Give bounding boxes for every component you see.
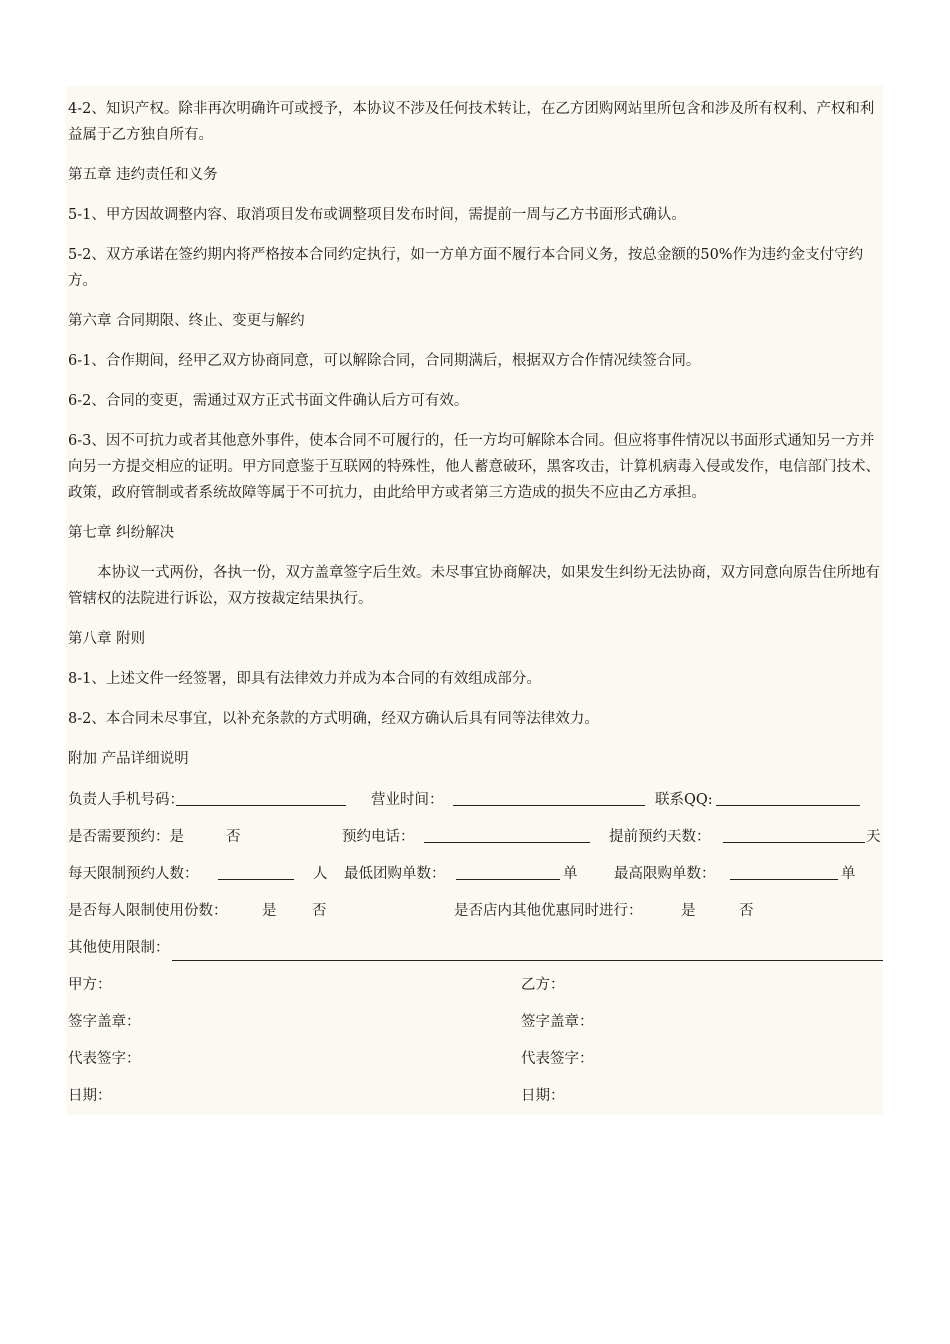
rep-b-label: 代表签字： bbox=[521, 1051, 594, 1067]
clause-7-body: 本协议一式两份，各执一份，双方盖章签字后生效。未尽事宜协商解决，如果发生纠纷无法协商，双方同意向原告住所地有管辖权的法院进行诉讼，双方按裁定结果执行。 bbox=[68, 565, 880, 607]
date-b-label: 日期： bbox=[521, 1088, 565, 1104]
per-person-yes-option[interactable]: 是 bbox=[262, 903, 277, 919]
party-b-label: 乙方： bbox=[521, 977, 565, 993]
date-row bbox=[66, 1083, 883, 1109]
seal-b-label: 签字盖章： bbox=[521, 1014, 594, 1030]
rep-a-label: 代表签字： bbox=[68, 1051, 141, 1067]
phone-field[interactable] bbox=[176, 787, 346, 806]
chapter-8-heading: 第八章 附则 bbox=[68, 631, 146, 647]
other-limit-label: 其他使用限制： bbox=[68, 940, 170, 956]
advance-days-field[interactable] bbox=[723, 824, 865, 843]
person-unit: 人 bbox=[313, 866, 328, 882]
limits-row bbox=[66, 861, 883, 887]
chapter-7-heading: 第七章 纠纷解决 bbox=[68, 525, 175, 541]
hours-field[interactable] bbox=[453, 787, 645, 806]
day-unit: 天 bbox=[866, 829, 881, 845]
chapter-6-heading: 第六章 合同期限、终止、变更与解约 bbox=[68, 313, 305, 329]
clause-6-1: 6-1、合作期间，经甲乙双方协商同意，可以解除合同，合同期满后，根据双方合作情况续签合同。 bbox=[68, 353, 701, 369]
clause-6-3: 6-3、因不可抗力或者其他意外事件，使本合同不可履行的，任一方均可解除本合同。但应将事件情况以书面形式通知另一方并向另一方提交相应的证明。甲方同意鉴于互联网的特殊性，他人蓄意破环，黑客攻击，计算机病毒入侵或发作，电信部门技术、政策，政府管制或者系统故障等属于不可抗力，由此给甲方或者第三方造成的损失不应由乙方承担。 bbox=[68, 433, 880, 501]
clause-5-1: 5-1、甲方因故调整内容、取消项目发布或调整项目发布时间，需提前一周与乙方书面形式确认。 bbox=[68, 207, 686, 223]
reserve-phone-field[interactable] bbox=[424, 824, 590, 843]
max-unit: 单 bbox=[841, 866, 856, 882]
max-label: 最高限购单数： bbox=[614, 866, 716, 882]
clause-8-2: 8-2、本合同未尽事宜，以补充条款的方式明确，经双方确认后具有同等法律效力。 bbox=[68, 711, 599, 727]
usage-row bbox=[66, 898, 883, 924]
other-limit-row bbox=[66, 935, 883, 961]
max-field[interactable] bbox=[730, 861, 838, 880]
party-row bbox=[66, 972, 883, 998]
daily-limit-label: 每天限制预约人数： bbox=[68, 866, 199, 882]
seal-a-label: 签字盖章： bbox=[68, 1014, 141, 1030]
reservation-row bbox=[66, 824, 883, 850]
clause-6-2: 6-2、合同的变更，需通过双方正式书面文件确认后方可有效。 bbox=[68, 393, 469, 409]
other-promo-yes-option[interactable]: 是 bbox=[681, 903, 696, 919]
reserve-phone-label: 预约电话： bbox=[342, 829, 415, 845]
appendix-heading: 附加 产品详细说明 bbox=[68, 751, 189, 767]
date-a-label: 日期： bbox=[68, 1088, 112, 1104]
qq-label: 联系QQ: bbox=[655, 792, 713, 808]
clause-8-1: 8-1、上述文件一经签署，即具有法律效力并成为本合同的有效组成部分。 bbox=[68, 671, 541, 687]
contact-row bbox=[66, 787, 883, 813]
clause-4-2: 4-2、知识产权。除非再次明确许可或授予，本协议不涉及任何技术转让，在乙方团购网站里所包含和涉及所有权利、产权和利益属于乙方独自所有。 bbox=[68, 101, 875, 143]
clause-5-2: 5-2、双方承诺在签约期内将严格按本合同约定执行，如一方单方面不履行本合同义务，按总金额的50%作为违约金支付守约方。 bbox=[68, 247, 864, 289]
per-person-label: 是否每人限制使用份数： bbox=[68, 903, 228, 919]
chapter-5-heading: 第五章 违约责任和义务 bbox=[68, 167, 218, 183]
other-promo-no-option[interactable]: 否 bbox=[739, 903, 754, 919]
min-field[interactable] bbox=[456, 861, 560, 880]
phone-label: 负责人手机号码： bbox=[68, 792, 184, 808]
min-label: 最低团购单数： bbox=[344, 866, 446, 882]
rep-row bbox=[66, 1046, 883, 1072]
party-a-label: 甲方： bbox=[68, 977, 112, 993]
other-promo-label: 是否店内其他优惠同时进行： bbox=[454, 903, 643, 919]
min-unit: 单 bbox=[563, 866, 578, 882]
other-limit-field[interactable] bbox=[172, 940, 884, 961]
hours-label: 营业时间： bbox=[371, 792, 444, 808]
reserve-yes-option[interactable]: 是否需要预约：是 bbox=[68, 829, 184, 845]
qq-field[interactable] bbox=[716, 787, 860, 806]
seal-row bbox=[66, 1009, 883, 1035]
reserve-no-option[interactable]: 否 bbox=[226, 829, 241, 845]
per-person-no-option[interactable]: 否 bbox=[312, 903, 327, 919]
advance-days-label: 提前预约天数： bbox=[609, 829, 711, 845]
daily-limit-field[interactable] bbox=[218, 861, 294, 880]
contract-page bbox=[66, 86, 883, 1115]
